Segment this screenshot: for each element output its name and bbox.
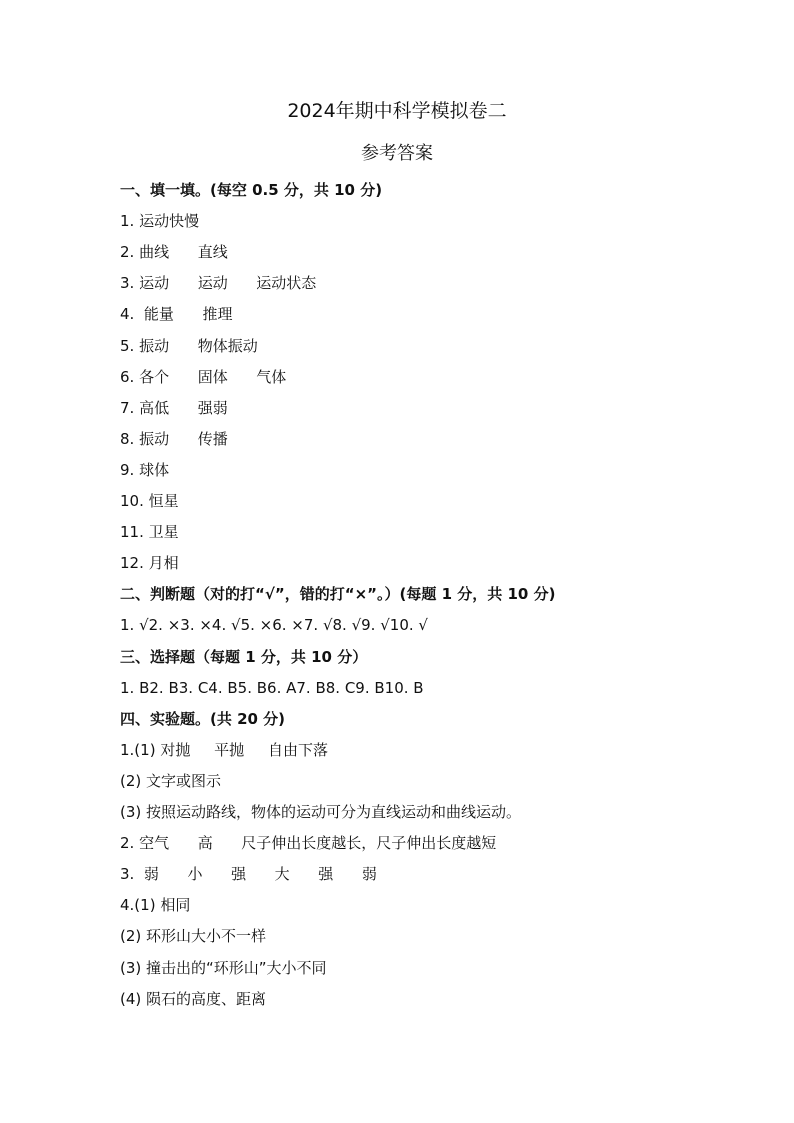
answer-line: 6. 各个 固体 气体 bbox=[120, 367, 287, 386]
answer-line: 11. 卫星 bbox=[120, 523, 179, 542]
section-heading: 二、判断题（对的打“√”，错的打“×”。）(每题 1 分，共 10 分) bbox=[120, 585, 556, 604]
answer-line: 8. 振动 传播 bbox=[120, 429, 228, 448]
answer-line: (4) 陨石的高度、距离 bbox=[120, 989, 267, 1008]
answer-line: (2) 环形山大小不一样 bbox=[120, 927, 267, 946]
page-title: 2024年期中科学模拟卷二 bbox=[287, 100, 507, 122]
answer-line: 4.(1) 相同 bbox=[120, 896, 191, 915]
section-heading: 四、实验题。(共 20 分) bbox=[120, 709, 286, 728]
answer-line: 1. B2. B3. C4. B5. B6. A7. B8. C9. B10. B bbox=[120, 678, 424, 697]
answer-line: 12. 月相 bbox=[120, 554, 179, 573]
answer-line: 3. 运动 运动 运动状态 bbox=[120, 274, 317, 293]
section-heading: 三、选择题（每题 1 分，共 10 分） bbox=[120, 647, 368, 666]
answer-line: (2) 文字或图示 bbox=[120, 771, 222, 790]
answer-line: 1. 运动快慢 bbox=[120, 212, 200, 231]
answer-line: 10. 恒星 bbox=[120, 492, 179, 510]
answer-line: 2. 空气 高 尺子伸出长度越长，尺子伸出长度越短 bbox=[120, 834, 497, 853]
answer-line: 9. 球体 bbox=[120, 460, 170, 479]
answer-line: 4. 能量 推理 bbox=[120, 305, 233, 324]
answer-line: 1. √2. ×3. ×4. √5. ×6. ×7. √8. √9. √10. √ bbox=[120, 616, 428, 635]
answer-line: (3) 撞击出的“环形山”大小不同 bbox=[120, 958, 327, 977]
answer-line: 2. 曲线 直线 bbox=[120, 243, 228, 262]
answer-line: 3. 弱 小 强 大 强 弱 bbox=[120, 865, 377, 884]
section-heading: 一、填一填。(每空 0.5 分，共 10 分) bbox=[120, 181, 383, 199]
answer-line: (3) 按照运动路线，物体的运动可分为直线运动和曲线运动。 bbox=[120, 803, 522, 821]
answer-line: 7. 高低 强弱 bbox=[120, 398, 228, 417]
answer-line: 5. 振动 物体振动 bbox=[120, 336, 258, 355]
page-subtitle: 参考答案 bbox=[361, 143, 433, 164]
answer-line: 1.(1) 对抛 平抛 自由下落 bbox=[120, 740, 329, 759]
